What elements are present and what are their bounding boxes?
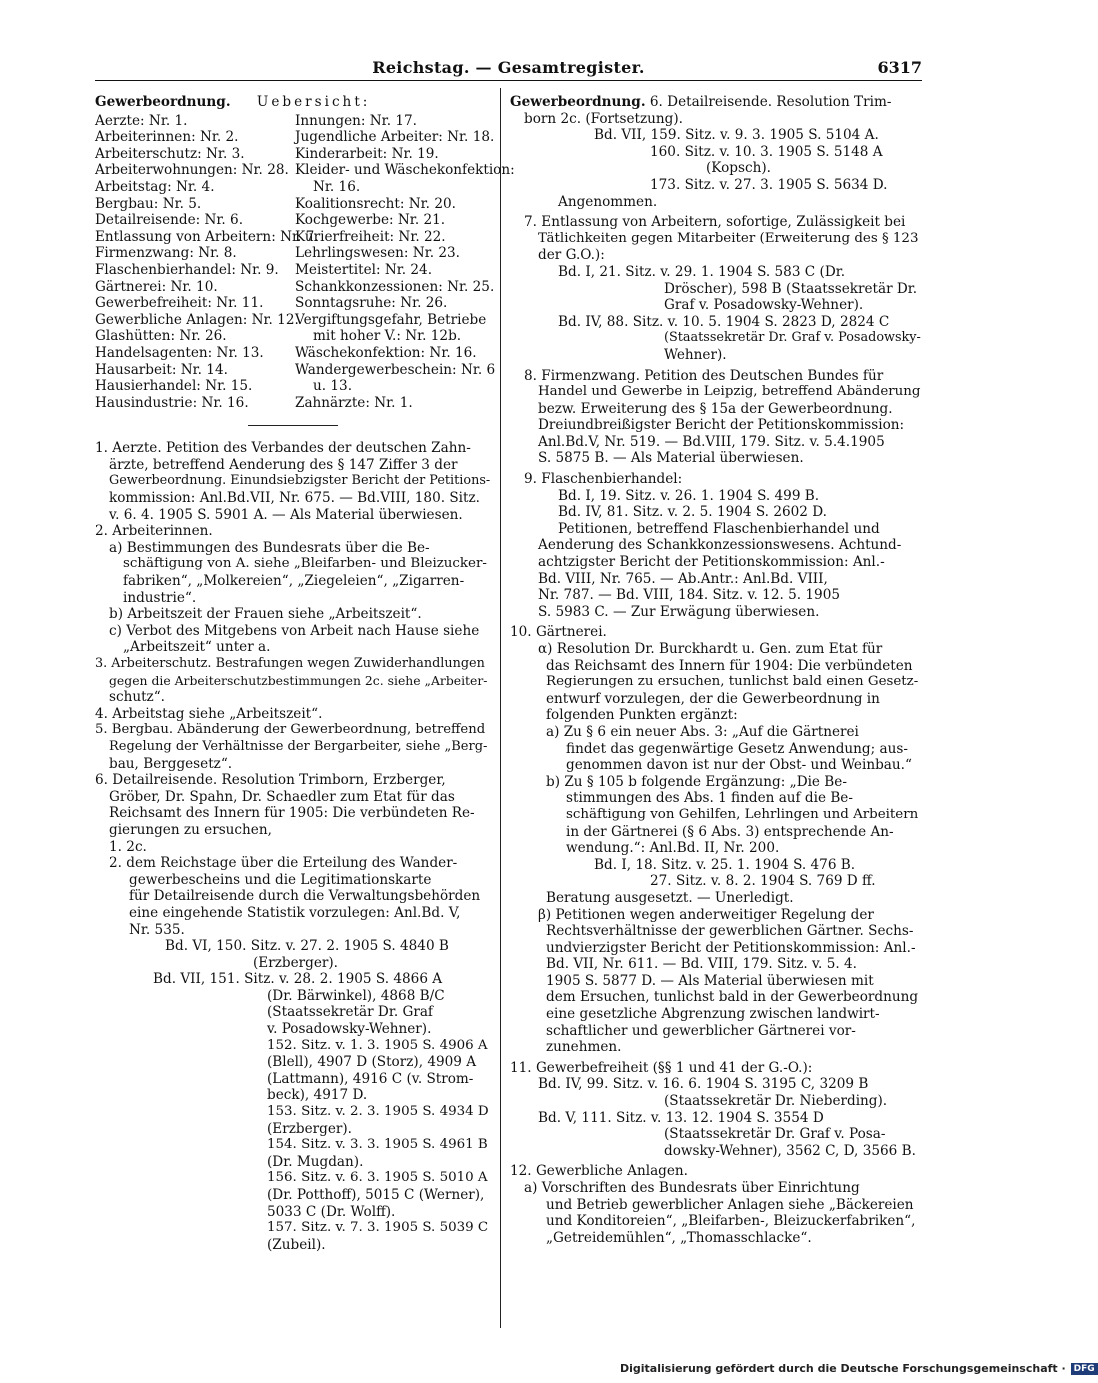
entry-line: stimmungen des Abs. 1 finden auf die Be- <box>566 790 853 807</box>
entry-line: (Lattmann), 4916 C (v. Strom- <box>267 1070 474 1087</box>
entry-line: ärzte, betreffend Aenderung des § 147 Ziffer 3 der <box>109 456 458 473</box>
left-column <box>95 94 515 1253</box>
entry-line: (Erzberger). <box>267 1120 353 1137</box>
entry-line: industrie“. <box>123 589 197 606</box>
entry-line: Aenderung des Schankkonzessionswesens. Achtund- <box>538 537 902 554</box>
index-entry: Gärtnerei: Nr. 10. <box>95 278 218 295</box>
entry-line: Bd. IV, 81. Sitz. v. 2. 5. 1904 S. 2602 D. <box>558 504 827 521</box>
index-entry: Gewerbefreiheit: Nr. 11. <box>95 295 264 312</box>
left-heading <box>95 94 490 111</box>
entry-line: das Reichsamt des Innern für 1904: Die verbündeten <box>546 657 913 674</box>
entry-line: schäftigung von Gehilfen, Lehrlingen und Arbeitern <box>566 806 919 822</box>
entry-line: Handel und Gewerbe in Leipzig, betreffend Abänderung <box>538 384 921 400</box>
entry-line: 153. Sitz. v. 2. 3. 1905 S. 4934 D <box>267 1104 489 1120</box>
section-heading: Gewerbeordnung. <box>95 94 231 110</box>
entry-line: 9. Flaschenbierhandel: <box>524 471 683 488</box>
entry-line: Wehner). <box>664 346 727 363</box>
index-entry: Glashütten: Nr. 26. <box>95 328 227 345</box>
overview-index <box>95 112 515 412</box>
entry-line: entwurf vorzulegen, der die Gewerbeordnung in <box>546 690 880 707</box>
entry-line: und Betrieb gewerblicher Anlagen siehe „Bäckereien <box>546 1196 914 1213</box>
index-entry: Hausindustrie: Nr. 16. <box>95 394 249 411</box>
overview-label: Uebersicht: <box>256 94 371 110</box>
entry-line: Dröscher), 598 B (Staatssekretär Dr. <box>664 280 918 297</box>
entry-line: eine gesetzliche Abgrenzung zwischen landwirt- <box>546 1006 880 1023</box>
entry-line: (Staatssekretär Dr. Graf v. Posa- <box>664 1126 886 1143</box>
entry-line: achtzigster Bericht der Petitionskommission: Anl.- <box>538 554 885 571</box>
entry-line: schaftlicher und gewerblicher Gärtnerei vor- <box>546 1022 856 1039</box>
entry-line: a) Zu § 6 ein neuer Abs. 3: „Auf die Gärtnerei <box>546 723 859 740</box>
index-entry: Wäschekonfektion: Nr. 16. <box>295 344 477 361</box>
entry-line: Bd. I, 21. Sitz. v. 29. 1. 1904 S. 583 C (Dr. <box>558 263 846 280</box>
entry-line: Reichsamt des Innern für 1905: Die verbündeten Re- <box>109 805 475 822</box>
column-divider <box>500 88 501 1328</box>
entry-line: Gröber, Dr. Spahn, Dr. Schaedler zum Etat für das <box>109 788 455 805</box>
entry-line: gierungen zu ersuchen, <box>109 821 272 838</box>
entry-line: Bd. I, 18. Sitz. v. 25. 1. 1904 S. 476 B. <box>594 856 856 873</box>
index-entry: Zahnärzte: Nr. 1. <box>295 394 413 411</box>
entry-line: (Zubeil). <box>267 1236 326 1253</box>
index-entry: Handelsagenten: Nr. 13. <box>95 344 264 361</box>
entry-line: (Staatssekretär Dr. Nieberding). <box>664 1093 888 1110</box>
entry-line: S. 5983 C. — Zur Erwägung überwiesen. <box>538 603 820 620</box>
entry-line: α) Resolution Dr. Burckhardt u. Gen. zum Etat für <box>538 641 883 657</box>
entry-line: Bd. I, 19. Sitz. v. 26. 1. 1904 S. 499 B. <box>558 487 820 504</box>
entry-line: born 2c. (Fortsetzung). <box>524 110 683 127</box>
entry-line: Bd. VII, 159. Sitz. v. 9. 3. 1905 S. 5104 A. <box>594 127 879 144</box>
entry-line: 160. Sitz. v. 10. 3. 1905 S. 5148 A <box>650 143 883 160</box>
index-entry: Firmenzwang: Nr. 8. <box>95 245 237 262</box>
entry-line: 4. Arbeitstag siehe „Arbeitszeit“. <box>95 705 323 722</box>
entry-line: dem Ersuchen, tunlichst bald in der Gewerbeordnung <box>546 989 919 1006</box>
index-entry: Vergiftungsgefahr, Betriebe <box>295 311 487 328</box>
left-entries <box>95 440 490 1253</box>
entry-line: zunehmen. <box>546 1039 622 1056</box>
entry-line: 12. Gewerbliche Anlagen. <box>510 1163 688 1180</box>
index-entry: Kurierfreiheit: Nr. 22. <box>295 228 446 245</box>
index-entry: Hausierhandel: Nr. 15. <box>95 378 253 395</box>
index-entry: Bergbau: Nr. 5. <box>95 195 202 212</box>
entry-line: schutz“. <box>109 689 165 706</box>
entry-line: Nr. 535. <box>129 921 185 938</box>
entry-line: 1. Aerzte. Petition des Verbandes der deutschen Zahn- <box>95 440 471 457</box>
entry-line: Graf v. Posadowsky-Wehner). <box>664 297 864 314</box>
entry-line: in der Gärtnerei (§ 6 Abs. 3) entsprechende An- <box>566 823 894 840</box>
digitization-credit <box>620 1362 1098 1375</box>
entry-line: Bd. VII, 151. Sitz. v. 28. 2. 1905 S. 4866 A <box>153 971 443 988</box>
entry-line: a) Vorschriften des Bundesrats über Einrichtung <box>524 1180 860 1196</box>
index-entry: Flaschenbierhandel: Nr. 9. <box>95 261 279 278</box>
index-entry: Aerzte: Nr. 1. <box>95 112 188 129</box>
entry-line: Beratung ausgesetzt. — Unerledigt. <box>546 889 794 906</box>
entry-line: b) Arbeitszeit der Frauen siehe „Arbeitszeit“. <box>109 606 422 623</box>
entry-line: a) Bestimmungen des Bundesrats über die Be- <box>109 539 430 556</box>
entry-line: 3. Arbeiterschutz. Bestrafungen wegen Zuwiderhandlungen <box>95 656 485 671</box>
entry-line: 152. Sitz. v. 1. 3. 1905 S. 4906 A <box>267 1037 488 1053</box>
entry-line: 1905 S. 5877 D. — Als Material überwiesen mit <box>546 972 874 989</box>
entry-line: Bd. VII, Nr. 611. — Bd. VIII, 179. Sitz. v. 5. 4. <box>546 956 857 973</box>
entry-line: eine eingehende Statistik vorzulegen: Anl.Bd. V, <box>129 904 461 921</box>
header-title: Reichstag. — Gesamtregister. <box>372 58 645 77</box>
page-number: 6317 <box>877 58 922 77</box>
entry-line: und Konditoreien“, „Bleifarben-, Bleizuckerfabriken“, <box>546 1213 916 1230</box>
entry-line: 11. Gewerbefreiheit (§§ 1 und 41 der G.-O.): <box>510 1059 813 1076</box>
entry-line: 27. Sitz. v. 8. 2. 1904 S. 769 D ff. <box>650 873 876 890</box>
entry-line: S. 5875 B. — Als Material überwiesen. <box>538 450 804 467</box>
entry-line: Bd. VIII, Nr. 765. — Ab.Antr.: Anl.Bd. VIII, <box>538 570 828 587</box>
entry-line: beck), 4917 D. <box>267 1087 368 1104</box>
entry-line: β) Petitionen wegen anderweitiger Regelung der <box>538 906 874 923</box>
entry-line: (Dr. Mugdan). <box>267 1153 364 1170</box>
entry-line: 2. Arbeiterinnen. <box>95 523 213 540</box>
index-entry: Kleider- und Wäschekonfektion: <box>295 162 515 179</box>
entry-line: c) Verbot des Mitgebens von Arbeit nach Hause siehe <box>109 622 480 639</box>
header-rule <box>95 80 922 81</box>
dfg-logo: DFG <box>1071 1363 1098 1375</box>
entry-line: Regelung der Verhältnisse der Bergarbeiter, siehe „Berg- <box>109 738 488 754</box>
index-entry: Gewerbliche Anlagen: Nr. 12. <box>95 311 299 328</box>
entry-line: Nr. 787. — Bd. VIII, 184. Sitz. v. 12. 5. 1905 <box>538 587 840 604</box>
entry-line: Gewerbeordnung. Einundsiebzigster Bericht der Petitions- <box>109 473 491 489</box>
entry-line: Bd. IV, 99. Sitz. v. 16. 6. 1904 S. 3195 C, 3209 B <box>538 1076 869 1093</box>
entry-line: 156. Sitz. v. 6. 3. 1905 S. 5010 A <box>267 1170 488 1186</box>
entry-line: Bd. V, 111. Sitz. v. 13. 12. 1904 S. 3554 D <box>538 1109 824 1126</box>
entry-line: wendung.“: Anl.Bd. II, Nr. 200. <box>566 840 780 857</box>
index-entry: Sonntagsruhe: Nr. 26. <box>295 295 448 312</box>
entry-line: Dreiundbreißigster Bericht der Petitionskommission: <box>538 417 905 434</box>
index-entry: Arbeiterschutz: Nr. 3. <box>95 145 245 162</box>
index-entry: Schankkonzessionen: Nr. 25. <box>295 278 495 295</box>
index-entry: mit hoher V.: Nr. 12b. <box>313 328 462 345</box>
entry-line: v. Posadowsky-Wehner). <box>267 1021 432 1038</box>
entry-line: gewerbescheins und die Legitimationskarte <box>129 871 432 888</box>
entry-line: 7. Entlassung von Arbeitern, sofortige, Zulässigkeit bei <box>524 214 906 231</box>
entry-line: „Arbeitszeit“ unter a. <box>123 639 271 656</box>
entry-line: schäftigung von A. siehe „Bleifarben- und Bleizucker- <box>123 556 487 572</box>
index-entry: Kinderarbeit: Nr. 19. <box>295 145 439 162</box>
entry-line: fabriken“, „Molkereien“, „Ziegeleien“, „Zigarren- <box>123 573 465 590</box>
entry-line: undvierzigster Bericht der Petitionskommission: Anl.- <box>546 939 916 956</box>
index-entry: Hausarbeit: Nr. 14. <box>95 361 228 378</box>
right-line: 6. Detailreisende. Resolution Trim- <box>649 94 892 110</box>
entry-line: 154. Sitz. v. 3. 3. 1905 S. 4961 B <box>267 1137 488 1153</box>
index-entry: Nr. 16. <box>313 178 361 195</box>
entry-line: Rechtsverhältnisse der gewerblichen Gärtner. Sechs- <box>546 923 914 940</box>
right-column <box>510 94 922 1246</box>
entry-line: Bd. VI, 150. Sitz. v. 27. 2. 1905 S. 4840 B <box>165 938 449 955</box>
entry-line: 5. Bergbau. Abänderung der Gewerbeordnung, betreffend <box>95 722 486 738</box>
index-entry: Koalitionsrecht: Nr. 20. <box>295 195 456 212</box>
entry-line: gegen die Arbeiterschutzbestimmungen 2c. siehe „Arbeiter- <box>109 672 488 688</box>
right-heading-line <box>510 94 922 111</box>
entry-line: v. 6. 4. 1905 S. 5901 A. — Als Material überwiesen. <box>109 506 463 523</box>
index-entry: Kochgewerbe: Nr. 21. <box>295 212 446 229</box>
entry-line: Tätlichkeiten gegen Mitarbeiter (Erweiterung des § 123 <box>538 230 919 246</box>
entry-line: 157. Sitz. v. 7. 3. 1905 S. 5039 C <box>267 1220 489 1236</box>
running-header <box>95 58 922 80</box>
entry-line: folgenden Punkten ergänzt: <box>546 707 738 724</box>
index-entry: Jugendliche Arbeiter: Nr. 18. <box>295 129 495 146</box>
entry-line: 5033 C (Dr. Wolff). <box>267 1203 396 1220</box>
entry-line: der G.O.): <box>538 247 605 264</box>
entry-line: kommission: Anl.Bd.VII, Nr. 675. — Bd.VIII, 180. Sitz. <box>109 490 480 507</box>
entry-line: Petitionen, betreffend Flaschenbierhandel und <box>558 520 880 537</box>
entry-line: (Staatssekretär Dr. Graf v. Posadowsky- <box>664 330 921 346</box>
entry-line: Angenommen. <box>558 193 658 210</box>
entry-line: (Blell), 4907 D (Storz), 4909 A <box>267 1054 477 1071</box>
entry-line: Regierungen zu ersuchen, tunlichst bald einen Gesetz- <box>546 674 919 690</box>
entry-line: dowsky-Wehner), 3562 C, D, 3566 B. <box>664 1142 916 1159</box>
entry-line: findet das gegenwärtige Gesetz Anwendung; aus- <box>566 740 908 757</box>
entry-line: Bd. IV, 88. Sitz. v. 10. 5. 1904 S. 2823 D, 2824 C <box>558 313 890 330</box>
index-entry: Meistertitel: Nr. 24. <box>295 261 433 278</box>
entry-line: b) Zu § 105 b folgende Ergänzung: „Die Be- <box>546 773 847 790</box>
entry-line: 173. Sitz. v. 27. 3. 1905 S. 5634 D. <box>650 176 888 193</box>
entry-line: (Dr. Bärwinkel), 4868 B/C <box>267 987 445 1004</box>
entry-line: (Dr. Potthoff), 5015 C (Werner), <box>267 1187 485 1203</box>
entry-line: Anl.Bd.V, Nr. 519. — Bd.VIII, 179. Sitz. v. 5.4.1905 <box>538 433 885 450</box>
index-entry: Innungen: Nr. 17. <box>295 112 417 129</box>
index-entry: u. 13. <box>313 378 353 395</box>
index-entry: Arbeitstag: Nr. 4. <box>95 178 215 195</box>
credit-text: Digitalisierung gefördert durch die Deutsche Forschungsgemeinschaft · <box>620 1362 1066 1375</box>
entry-line: 8. Firmenzwang. Petition des Deutschen Bundes für <box>524 367 884 384</box>
right-entries <box>510 111 922 1247</box>
entry-line: bau, Berggesetz“. <box>109 755 233 772</box>
index-entry: Arbeiterwohnungen: Nr. 28. <box>95 162 289 179</box>
entry-line: 10. Gärtnerei. <box>510 624 607 641</box>
entry-line: „Getreidemühlen“, „Thomasschlacke“. <box>546 1229 812 1246</box>
index-entry: Arbeiterinnen: Nr. 2. <box>95 129 239 146</box>
entry-line: 6. Detailreisende. Resolution Trimborn, Erzberger, <box>95 772 446 789</box>
entry-line: (Erzberger). <box>253 954 339 971</box>
index-entry: Entlassung von Arbeitern: Nr. 7. <box>95 228 319 245</box>
index-entry: Detailreisende: Nr. 6. <box>95 212 244 229</box>
entry-line: 2. dem Reichstage über die Erteilung des Wander- <box>109 855 458 872</box>
entry-line: genommen davon ist nur der Obst- und Weinbau.“ <box>566 757 912 774</box>
index-entry: Wandergewerbeschein: Nr. 6 <box>295 361 496 378</box>
section-rule <box>248 425 338 426</box>
section-heading-continued: Gewerbeordnung. <box>510 94 646 110</box>
entry-line: (Staatssekretär Dr. Graf <box>267 1004 433 1021</box>
index-entry: Lehrlingswesen: Nr. 23. <box>295 245 460 262</box>
entry-line: bezw. Erweiterung des § 15a der Gewerbeordnung. <box>538 400 893 417</box>
entry-line: 1. 2c. <box>109 838 147 855</box>
entry-line: für Detailreisende durch die Verwaltungsbehörden <box>129 888 481 905</box>
entry-line: (Kopsch). <box>706 160 771 177</box>
